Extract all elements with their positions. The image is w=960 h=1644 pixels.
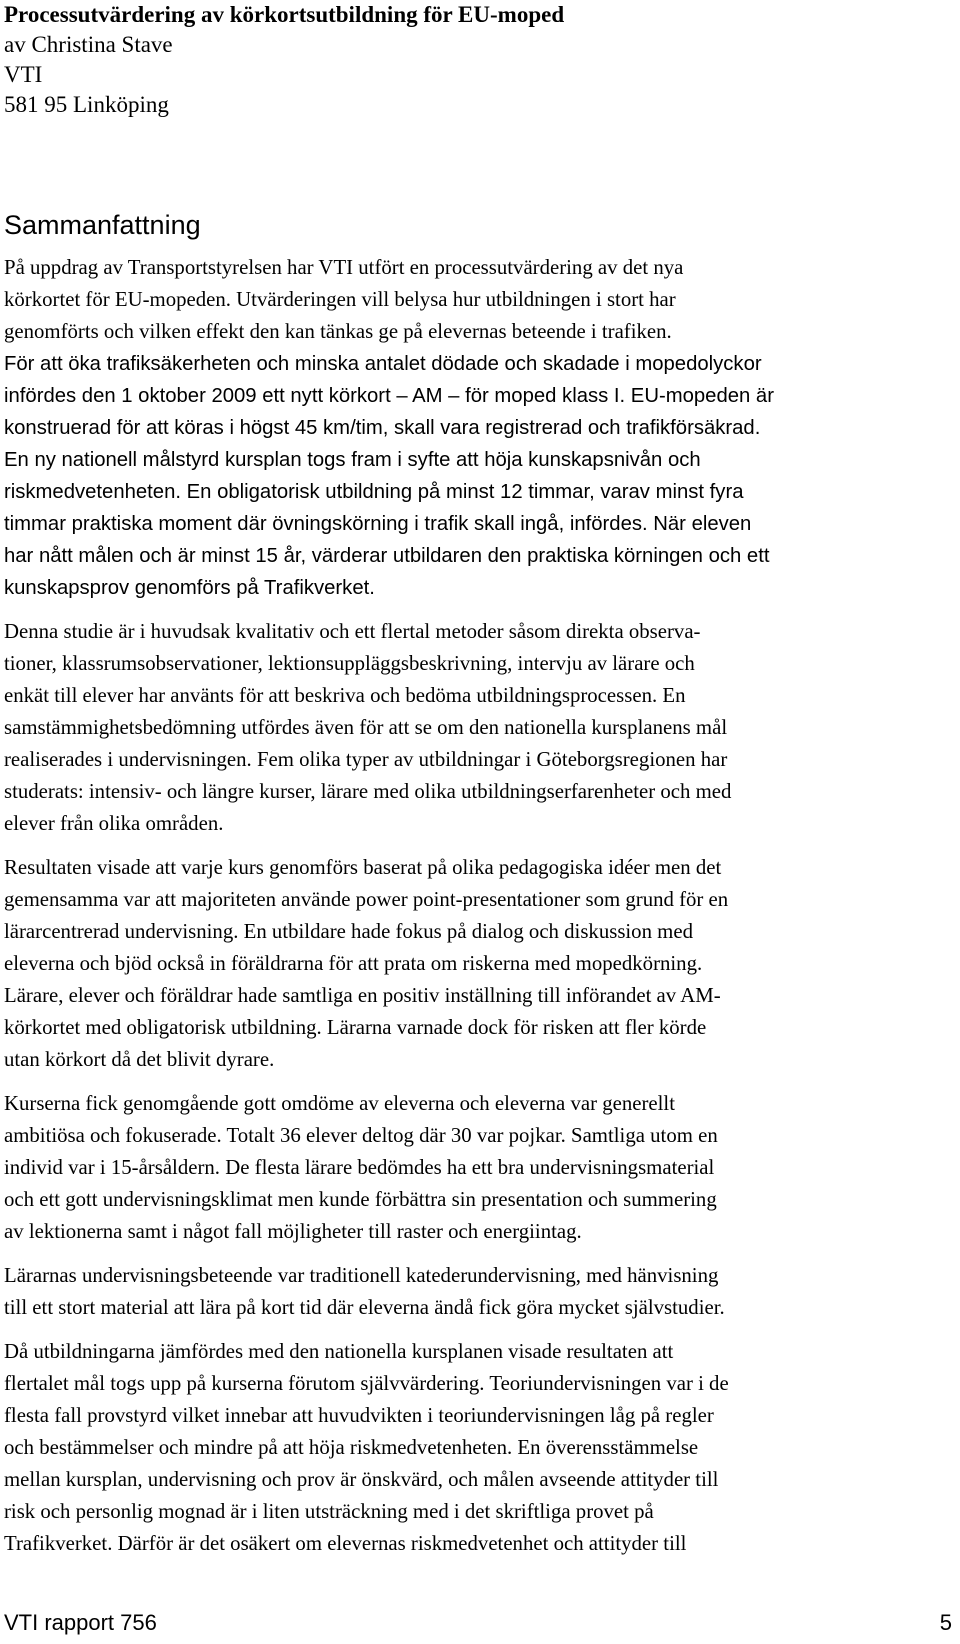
report-number: VTI rapport 756 (4, 1610, 157, 1635)
paragraph-2 (4, 348, 934, 604)
text-line: elever från olika områden. (4, 812, 224, 835)
paragraph-4 (4, 852, 934, 1076)
text-line: ambitiösa och fokuserade. Totalt 36 elever deltog där 30 var pojkar. Samtliga utom en (4, 1124, 718, 1147)
text-line: risk och personlig mognad är i liten utsträckning med i det skriftliga provet på (4, 1500, 654, 1523)
text-line: och ett gott undervisningsklimat men kunde förbättra sin presentation och summering (4, 1188, 717, 1211)
paragraph-3 (4, 616, 934, 840)
paragraph-5 (4, 1088, 934, 1248)
text-line: studerats: intensiv- och längre kurser, lärare med olika utbildningserfarenheter och med (4, 780, 732, 803)
text-line: timmar praktiska moment där övningskörning i trafik skall ingå, infördes. När eleven (4, 513, 752, 535)
text-line: individ var i 15-årsåldern. De flesta lärare bedömdes ha ett bra undervisningsmaterial (4, 1156, 715, 1179)
text-line: samstämmighetsbedömning utfördes även för att se om den nationella kursplanens mål (4, 716, 728, 739)
text-line: körkortet för EU-mopeden. Utvärderingen vill belysa hur utbildningen i stort har (4, 288, 676, 311)
paragraph-6 (4, 1260, 934, 1324)
text-line: infördes den 1 oktober 2009 ett nytt körkort – AM – för moped klass I. EU-mopeden är (4, 385, 774, 407)
text-line: realiserades i undervisningen. Fem olika typer av utbildningar i Göteborgsregionen har (4, 748, 728, 771)
text-line: utan körkort då det blivit dyrare. (4, 1048, 275, 1071)
text-line: genomförts och vilken effekt den kan tänkas ge på elevernas beteende i trafiken. (4, 320, 672, 343)
text-line: tioner, klassrumsobservationer, lektionsuppläggsbeskrivning, intervju av lärare och (4, 652, 695, 675)
organization-name: VTI (4, 62, 43, 87)
text-line: enkät till elever har använts för att beskriva och bedöma utbildningsprocessen. En (4, 684, 686, 707)
report-title: Processutvärdering av körkortsutbildning för EU-moped (4, 2, 565, 27)
text-line: En ny nationell målstyrd kursplan togs fram i syfte att höja kunskapsnivån och (4, 449, 701, 471)
text-line: Denna studie är i huvudsak kvalitativ och ett flertal metoder såsom direkta observa- (4, 620, 701, 643)
paragraph-7 (4, 1336, 934, 1560)
text-line: eleverna och bjöd också in föräldrarna för att prata om riskerna med mopedkörning. (4, 952, 703, 975)
text-line: flertalet mål togs upp på kurserna förutom självvärdering. Teoriundervisningen var i de (4, 1372, 729, 1395)
text-line: Lärare, elever och föräldrar hade samtliga en positiv inställning till införandet av AM- (4, 984, 721, 1007)
text-line: mellan kursplan, undervisning och prov är önskvärd, och målen avseende attityder till (4, 1468, 719, 1491)
text-line: På uppdrag av Transportstyrelsen har VTI utfört en processutvärdering av det nya (4, 256, 684, 279)
text-line: lärarcentrerad undervisning. En utbildare hade fokus på dialog och diskussion med (4, 920, 693, 943)
paragraph-1 (4, 252, 934, 348)
section-heading: Sammanfattning (4, 210, 201, 240)
text-line: har nått målen och är minst 15 år, värderar utbildaren den praktiska körningen och ett (4, 545, 770, 567)
organization-address: 581 95 Linköping (4, 92, 169, 117)
text-line: och bestämmelser och mindre på att höja riskmedvetenheten. En överensstämmelse (4, 1436, 699, 1459)
text-line: till ett stort material att lära på kort tid där eleverna ändå fick göra mycket självstudier. (4, 1296, 725, 1319)
text-line: av lektionerna samt i något fall möjligheter till raster och energiintag. (4, 1220, 582, 1243)
page-footer (4, 1608, 952, 1638)
page-number: 5 (939, 1610, 952, 1635)
text-line: Då utbildningarna jämfördes med den nationella kursplanen visade resultaten att (4, 1340, 674, 1363)
text-line: Lärarnas undervisningsbeteende var traditionell katederundervisning, med hänvisning (4, 1264, 719, 1287)
text-line: gemensamma var att majoriteten använde power point-presentationer som grund för en (4, 888, 729, 911)
summary-body (4, 252, 934, 1560)
text-line: Trafikverket. Därför är det osäkert om elevernas riskmedvetenhet och attityder till (4, 1532, 687, 1555)
text-line: För att öka trafiksäkerheten och minska antalet dödade och skadade i mopedolyckor (4, 353, 762, 375)
report-header (4, 0, 944, 120)
text-line: riskmedvetenheten. En obligatorisk utbildning på minst 12 timmar, varav minst fyra (4, 481, 744, 503)
text-line: kunskapsprov genomförs på Trafikverket. (4, 577, 375, 599)
text-line: Resultaten visade att varje kurs genomförs baserat på olika pedagogiska idéer men det (4, 856, 722, 879)
text-line: konstruerad för att köras i högst 45 km/tim, skall vara registrerad och trafikförsäkrad. (4, 417, 761, 439)
text-line: Kurserna fick genomgående gott omdöme av eleverna och eleverna var generellt (4, 1092, 675, 1115)
author-line: av Christina Stave (4, 32, 173, 57)
text-line: körkortet med obligatorisk utbildning. Lärarna varnade dock för risken att fler körde (4, 1016, 707, 1039)
text-line: flesta fall provstyrd vilket innebar att huvudvikten i teoriundervisningen låg på regler (4, 1404, 714, 1427)
